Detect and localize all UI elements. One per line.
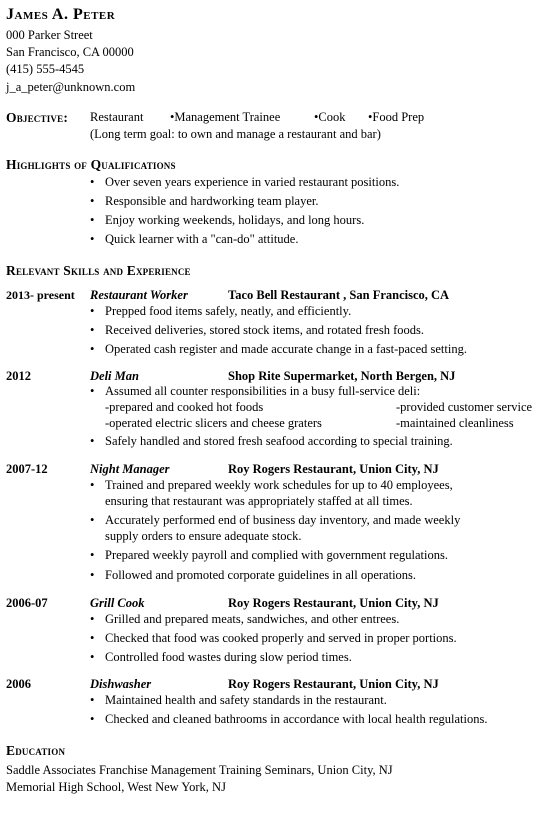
list-item: • Responsible and hardworking team player.: [90, 194, 319, 208]
deli-sub-item: -operated electric slicers and cheese graters: [105, 416, 322, 430]
job-employer: Roy Rogers Restaurant, Union City, NJ: [228, 596, 439, 610]
deli-sub-item: -maintained cleanliness: [396, 416, 514, 430]
objective-item-1: Restaurant: [90, 110, 144, 124]
job-date: 2006-07: [6, 596, 48, 610]
job-bullet-cont: ensuring that restaurant was appropriately staffed at all times.: [105, 494, 413, 508]
job-employer: Roy Rogers Restaurant, Union City, NJ: [228, 462, 439, 476]
job-role: Night Manager: [90, 462, 170, 476]
job-role: Deli Man: [90, 369, 139, 383]
education-title: Education: [6, 743, 66, 758]
objective-item-4: •Food Prep: [368, 110, 425, 124]
phone-number: (415) 555-4545: [6, 62, 85, 76]
job-date: 2006: [6, 677, 31, 691]
job-bullet: Trained and prepared weekly work schedules for up to 40 employees,: [105, 478, 453, 492]
job-date: 2012: [6, 369, 31, 383]
job-bullet: Safely handled and stored fresh seafood according to special training.: [105, 434, 453, 448]
objective-goal: (Long term goal: to own and manage a restaurant and bar): [90, 127, 381, 141]
job-employer: Shop Rite Supermarket, North Bergen, NJ: [228, 369, 456, 383]
job-bullets: [90, 611, 457, 668]
email-address: j_a_peter@unknown.com: [6, 80, 136, 94]
objective-item-3: •Cook: [314, 110, 346, 124]
job-date: 2007-12: [6, 462, 48, 476]
job-bullet-cont: supply orders to ensure adequate stock.: [105, 529, 302, 543]
job-bullet: Accurately performed end of business day inventory, and made weekly: [105, 513, 461, 527]
job-employer: Taco Bell Restaurant , San Francisco, CA: [228, 288, 450, 302]
deli-sub-item: -prepared and cooked hot foods: [105, 400, 264, 414]
list-item: • Grilled and prepared meats, sandwiches, and other entrees.: [90, 612, 400, 626]
list-item: • Over seven years experience in varied restaurant positions.: [90, 175, 400, 189]
bullet-dot: •: [90, 548, 95, 562]
job-bullet: Prepared weekly payroll and complied with government regulations.: [105, 548, 448, 562]
deli-sub-item: -provided customer service: [396, 400, 533, 414]
list-item: • Maintained health and safety standards in the restaurant.: [90, 693, 387, 707]
highlights-list: [90, 174, 400, 250]
highlights-title: Highlights of Qualifications: [6, 157, 176, 172]
education-line: Saddle Associates Franchise Management Training Seminars, Union City, NJ: [6, 763, 393, 777]
education-line: Memorial High School, West New York, NJ: [6, 780, 226, 794]
bullet-dot: •: [90, 384, 95, 398]
objective-label: Objective:: [6, 110, 69, 125]
bullet-dot: •: [90, 434, 95, 448]
resume-name: James A. Peter: [6, 6, 116, 23]
list-item: • Received deliveries, stored stock items, and rotated fresh foods.: [90, 323, 425, 337]
job-role: Grill Cook: [90, 596, 145, 610]
address-city: San Francisco, CA 00000: [6, 45, 134, 59]
job-role: Restaurant Worker: [90, 288, 188, 302]
objective-item-2: •Management Trainee: [170, 110, 281, 124]
job-bullet: Assumed all counter responsibilities in a busy full-service deli:: [105, 384, 421, 398]
experience-title: Relevant Skills and Experience: [6, 263, 191, 278]
list-item: • Operated cash register and made accurate change in a fast-paced setting.: [90, 342, 467, 356]
bullet-dot: •: [90, 513, 95, 527]
list-item: • Controlled food wastes during slow period times.: [90, 650, 352, 664]
job-employer: Roy Rogers Restaurant, Union City, NJ: [228, 677, 439, 691]
job-date: 2013- present: [6, 288, 75, 302]
job-role: Dishwasher: [90, 677, 152, 691]
job-bullets: [90, 692, 488, 730]
list-item: • Prepped food items safely, neatly, and efficiently.: [90, 304, 352, 318]
address-street: 000 Parker Street: [6, 28, 93, 42]
bullet-dot: •: [90, 568, 95, 582]
job-bullets: [90, 303, 467, 360]
list-item: • Enjoy working weekends, holidays, and long hours.: [90, 213, 365, 227]
list-item: • Checked and cleaned bathrooms in accordance with local health regulations.: [90, 712, 488, 726]
bullet-dot: •: [90, 478, 95, 492]
list-item: • Quick learner with a "can-do" attitude.: [90, 232, 299, 246]
job-bullet: Followed and promoted corporate guidelines in all operations.: [105, 568, 417, 582]
list-item: • Checked that food was cooked properly and served in proper portions.: [90, 631, 457, 645]
